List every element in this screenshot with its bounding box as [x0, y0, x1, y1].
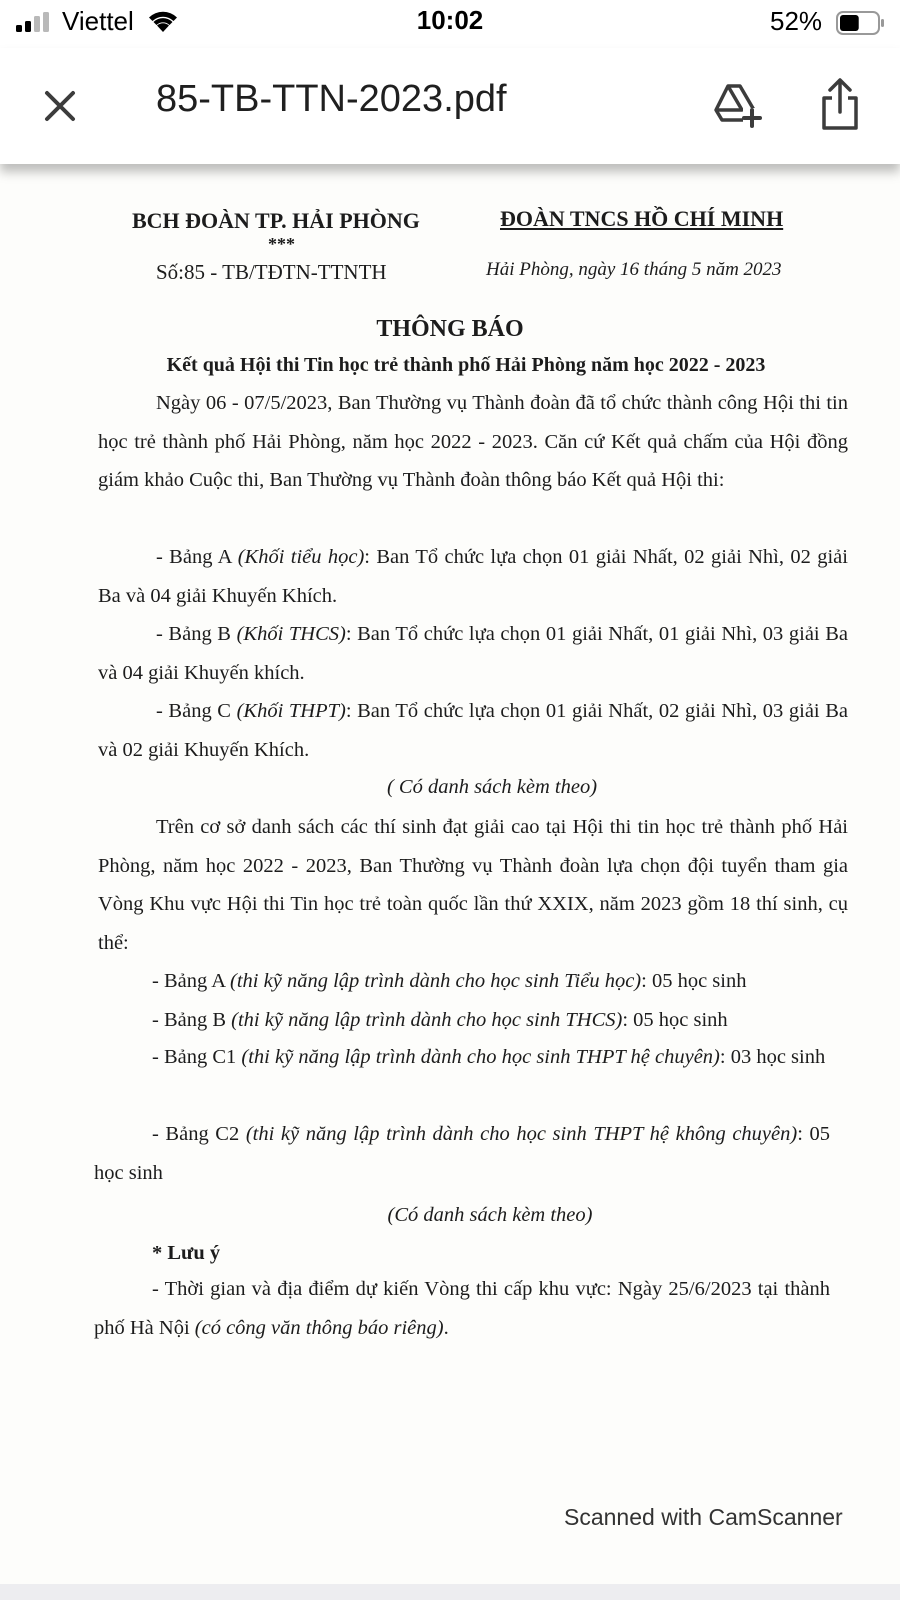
team-item-c1: - Bảng C1 (thi kỹ năng lập trình dành cho học sinh THPT hệ chuyên): 03 học sinh: [152, 1046, 826, 1068]
status-bar: [0, 0, 900, 48]
pdf-viewer-app-bar: [0, 48, 900, 164]
bottom-strip: [0, 1584, 900, 1600]
pdf-page[interactable]: [0, 164, 900, 1584]
result-item-a: - Bảng A (Khối tiểu học): Ban Tổ chức lựa chọn 01 giải Nhất, 02 giải Nhì, 02 giải Ba và 04 giải Khuyến Khích.: [98, 546, 848, 607]
org-right: ĐOÀN TNCS HỒ CHÍ MINH: [500, 206, 784, 231]
team-item-a: - Bảng A (thi kỹ năng lập trình dành cho học sinh Tiểu học): 05 học sinh: [152, 970, 747, 992]
share-icon[interactable]: [818, 76, 862, 132]
org-left-stars: ***: [268, 234, 295, 254]
camscanner-watermark: Scanned with CamScanner: [564, 1504, 843, 1530]
team-intro-paragraph: Trên cơ sở danh sách các thí sinh đạt giải cao tại Hội thi tin học trẻ thành phố Hải Phòng, năm học 2022 - 2023, Ban Thường vụ Thành đoàn lựa chọn đội tuyển tham gia Vòng Khu vực Hội thi Tin học trẻ toàn quốc lần thứ XXIX, năm 2023 gồm 18 thí sinh, cụ thể:: [98, 816, 848, 954]
intro-paragraph: Ngày 06 - 07/5/2023, Ban Thường vụ Thành đoàn đã tổ chức thành công Hội thi tin học trẻ thành phố Hải Phòng, năm học 2022 - 2023. Căn cứ Kết quả chấm của Hội đồng giám khảo Cuộc thi, Ban Thường vụ Thành đoàn thông báo Kết quả Hội thi:: [98, 392, 848, 491]
attached-list-note-1: ( Có danh sách kèm theo): [386, 776, 598, 798]
document-title: THÔNG BÁO: [376, 316, 524, 342]
team-item-c2: - Bảng C2 (thi kỹ năng lập trình dành cho học sinh THPT hệ không chuyên): 05 học sinh: [94, 1123, 830, 1184]
carrier-name: Viettel: [62, 6, 134, 36]
document-subtitle: Kết quả Hội thi Tin học trẻ thành phố Hải Phòng năm học 2022 - 2023: [166, 354, 766, 376]
result-item-b: - Bảng B (Khối THCS): Ban Tổ chức lựa chọn 01 giải Nhất, 01 giải Nhì, 03 giải Ba và 04 giải Khuyến khích.: [98, 623, 849, 684]
clock: 10:02: [416, 5, 484, 35]
org-left: BCH ĐOÀN TP. HẢI PHÒNG: [132, 208, 420, 233]
attached-list-note-2: (Có danh sách kèm theo): [387, 1204, 593, 1226]
battery-percentage: 52%: [770, 6, 823, 36]
result-item-c: - Bảng C (Khối THPT): Ban Tổ chức lựa chọn 01 giải Nhất, 02 giải Nhì, 03 giải Ba và 02 giải Khuyến Khích.: [98, 700, 849, 761]
battery-icon: [836, 10, 886, 36]
date-line: Hải Phòng, ngày 16 tháng 5 năm 2023: [486, 259, 782, 280]
team-item-b: - Bảng B (thi kỹ năng lập trình dành cho học sinh THCS): 05 học sinh: [152, 1009, 728, 1031]
note-heading: * Lưu ý: [152, 1242, 221, 1264]
note-paragraph: - Thời gian và địa điểm dự kiến Vòng thi cấp khu vực: Ngày 25/6/2023 tại thành phố Hà Nội (có công văn thông báo riêng).: [94, 1278, 830, 1339]
add-to-drive-icon[interactable]: [710, 78, 762, 130]
document-number: Số:85 - TB/TĐTN-TTNTH: [156, 260, 387, 284]
file-name: 85-TB-TTN-2023.pdf: [156, 78, 507, 120]
close-icon[interactable]: [36, 82, 84, 130]
